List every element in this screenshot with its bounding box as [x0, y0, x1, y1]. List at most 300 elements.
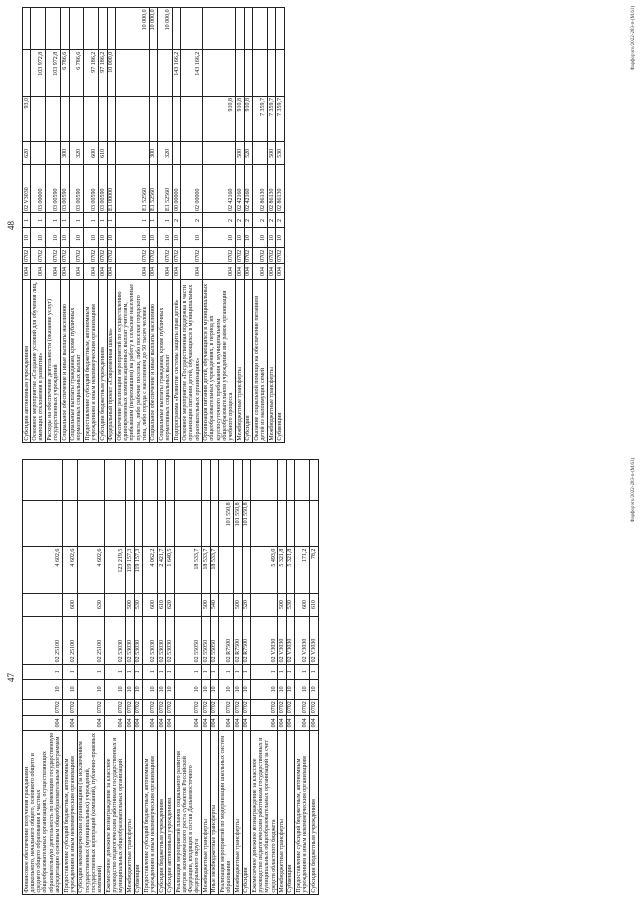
amount [310, 500, 318, 546]
table-row [62, 460, 77, 895]
code-target: 02 86130 [253, 165, 268, 213]
code-expense-type [23, 593, 63, 616]
code-program: 10 [253, 228, 268, 248]
amount [126, 500, 134, 546]
budget-table [22, 459, 319, 895]
code-program: 10 [234, 679, 242, 699]
table-row [77, 460, 104, 895]
table-row [84, 8, 99, 443]
code-ministry: 004 [134, 715, 142, 731]
code-ministry: 004 [126, 715, 134, 731]
table-row [31, 8, 46, 443]
code-expense-type: 500 [267, 142, 275, 165]
code-subprogram: 1 [126, 664, 134, 679]
amount [99, 96, 107, 142]
amount [173, 96, 181, 142]
amount [116, 96, 150, 142]
row-name: Основное мероприятие «Государственная поддержка в части организации питания детей, обучающихся в муниципальных образовательных организациях» [181, 279, 202, 442]
table-row [202, 460, 210, 895]
code-program: 10 [210, 679, 218, 699]
code-target: 02 25100 [62, 616, 77, 664]
code-target: 02 V3030 [278, 616, 286, 664]
table-row [242, 460, 250, 895]
row-name: Субсидии [242, 731, 250, 895]
amount: 7 359,7 [267, 96, 275, 142]
amount [202, 50, 236, 96]
code-section: 0702 [243, 701, 250, 714]
code-target: 02 53030 [166, 616, 174, 664]
code-section: 0702 [268, 249, 275, 262]
code-subprogram: 1 [31, 213, 46, 228]
code-subprogram: 1 [46, 213, 61, 228]
amount [31, 96, 46, 142]
amount: 5 321,8 [286, 547, 294, 593]
amount: 101 550,8 [242, 500, 250, 546]
code-program: 10 [310, 679, 318, 699]
amount: 910,8 [236, 96, 244, 142]
code-ministry: 004 [173, 264, 181, 280]
row-name: Реализация мероприятий планов социального развития центров экономического роста субъектов Российской Федерации, входящих в состав Дальневосточного федерального округа [174, 731, 201, 895]
code-expense-type: 320 [158, 142, 173, 165]
code-expense-type: 610 [310, 593, 318, 616]
code-program: 10 [251, 679, 278, 699]
code-target: 02 V3030 [23, 165, 31, 213]
code-expense-type: 300 [61, 142, 69, 165]
amount: 7 359,7 [253, 96, 268, 142]
code-ministry: 004 [99, 264, 107, 280]
code-ministry: 004 [69, 264, 84, 280]
row-name: Социальное обеспечение и иные выплаты населению [61, 279, 69, 442]
amount: 10 000,0 [158, 8, 173, 50]
code-ministry: 004 [236, 264, 244, 280]
code-program: 10 [105, 679, 126, 699]
amount: 97 186,2 [84, 50, 99, 96]
code-ministry: 004 [158, 264, 173, 280]
table-row [69, 8, 84, 443]
amount [210, 460, 218, 501]
amount [181, 8, 202, 50]
amount [202, 500, 210, 546]
code-subprogram: 1 [210, 664, 218, 679]
code-expense-type [202, 142, 236, 165]
code-section: 0702 [277, 249, 284, 262]
row-name: Обеспечение реализации мероприятий по осуществлению единовременных компенсационных выплат учителям, прибывшим (переехавшим) на работу в сельские населенные пункты, либо рабочие поселки, либо поселки городского типа, либо города с населением до 50 тысяч человек [116, 279, 150, 442]
row-name: Субсидии некоммерческим организациям (за исключением государственных (муниципальных) учреждений, государственных корпораций (компаний), публично-правовых компаний) [77, 731, 104, 895]
table-row [23, 8, 31, 443]
amount [107, 96, 115, 142]
amount [173, 8, 181, 50]
code-program: 10 [286, 679, 294, 699]
row-name: Субсидии [244, 279, 252, 442]
row-name: Субвенции [276, 279, 284, 442]
budget-table-body [23, 460, 319, 895]
row-name: Социальное обеспечение и иные выплаты населению [149, 279, 157, 442]
page-footer: Фарфорэто/2022-283-п-(М.61) [631, 458, 636, 523]
amount [46, 96, 61, 142]
table-row [105, 460, 126, 895]
code-target: 03 00590 [61, 165, 69, 213]
code-program: 10 [219, 679, 234, 699]
code-expense-type: 520 [242, 593, 250, 616]
amount [23, 500, 63, 546]
table-row [181, 8, 202, 443]
budget-table [22, 7, 285, 443]
code-expense-type: 500 [234, 593, 242, 616]
amount [219, 547, 234, 593]
row-name: Межбюджетные трансферты [236, 279, 244, 442]
code-target: E1 52560 [158, 165, 173, 213]
code-target: 02 R7500 [219, 616, 234, 664]
row-name: Межбюджетные трансферты [126, 731, 134, 895]
row-name: Межбюджетные трансферты [267, 279, 275, 442]
table-row [149, 8, 157, 443]
code-subprogram: 1 [99, 213, 107, 228]
code-subprogram: 1 [219, 664, 234, 679]
code-ministry: 004 [23, 715, 63, 731]
row-name: Субсидии бюджетным учреждениям [99, 279, 107, 442]
amount [116, 50, 150, 96]
code-subprogram: 2 [181, 213, 202, 228]
table-row [295, 460, 310, 895]
code-program: 10 [23, 679, 63, 699]
code-target: 02 55050 [174, 616, 201, 664]
amount: 143 166,2 [173, 50, 181, 96]
amount: 97 186,2 [99, 50, 107, 96]
code-expense-type: 620 [166, 593, 174, 616]
code-expense-type [181, 142, 202, 165]
code-target: 02 55050 [202, 616, 210, 664]
row-name: Субсидии автономным учреждениям [166, 731, 174, 895]
code-section: 0702 [310, 701, 317, 714]
code-target: 02 R7500 [242, 616, 250, 664]
code-section: 0702 [173, 249, 180, 262]
code-ministry: 004 [295, 715, 310, 731]
code-section: 0702 [158, 701, 165, 714]
row-name: Оказание социальной помощи на обеспечение питанием детей из малоимущих семей [253, 279, 268, 442]
code-expense-type [174, 593, 201, 616]
code-expense-type: 320 [69, 142, 84, 165]
code-program: 10 [166, 679, 174, 699]
code-subprogram: 1 [149, 213, 157, 228]
code-ministry: 004 [84, 264, 99, 280]
code-target: 02 55050 [210, 616, 218, 664]
amount [23, 8, 31, 50]
row-name: Межбюджетные трансферты [234, 731, 242, 895]
code-ministry: 004 [242, 715, 250, 731]
table-row [219, 460, 234, 895]
code-program: 10 [181, 228, 202, 248]
code-ministry: 004 [46, 264, 61, 280]
amount [134, 500, 142, 546]
code-target: 03 00000 [31, 165, 46, 213]
code-section: 0702 [158, 248, 173, 264]
code-target: 03 00590 [99, 165, 107, 213]
amount: 2 421,7 [157, 547, 165, 593]
code-ministry: 004 [62, 715, 77, 731]
table-row [278, 460, 286, 895]
code-ministry: 004 [166, 715, 174, 731]
code-target: 02 53030 [157, 616, 165, 664]
table-row [174, 460, 201, 895]
table-row [46, 8, 61, 443]
code-target: E1 52560 [149, 165, 157, 213]
code-program: 10 [267, 228, 275, 248]
code-ministry: 004 [251, 715, 278, 731]
row-name: Организация питания детей, обучающихся в муниципальных общеобразовательных учреждениях, в период их круглосуточного пребывания в муниципальном общеобразовательном учреждении вне рамок организации учебного процесса [202, 279, 236, 442]
amount: 4 062,2 [143, 547, 158, 593]
code-section: 0702 [167, 701, 174, 714]
code-expense-type [219, 593, 234, 616]
amount [253, 8, 268, 50]
code-expense-type [107, 142, 115, 165]
code-target: 00 00000 [173, 165, 181, 213]
table-row [61, 8, 69, 443]
code-section: 0702 [211, 701, 218, 714]
amount [105, 500, 126, 546]
amount [244, 8, 252, 50]
amount [242, 460, 250, 501]
row-name: Социальные выплаты гражданам, кроме публичных нормативных социальных выплат [158, 279, 173, 442]
code-section: 0702 [278, 701, 285, 714]
code-target: 02 53030 [105, 616, 126, 664]
row-name: Финансовое обеспечение получения гражданами дошкольного, начального общего, основного общего и среднего общего образования в частных общеобразовательных организациях, осуществляющих образовательную деятельность по имеющим государственную аккредитацию основным общеобразовательным программам [23, 732, 62, 893]
code-ministry: 004 [157, 715, 165, 731]
code-subprogram: 1 [295, 664, 310, 679]
code-section: 0702 [219, 699, 234, 715]
code-subprogram: 1 [158, 213, 173, 228]
code-ministry: 004 [210, 715, 218, 731]
amount [276, 8, 284, 50]
code-expense-type: 630 [77, 593, 104, 616]
code-target: 02 86130 [267, 165, 275, 213]
amount: 10 000,0 [116, 8, 150, 50]
code-subprogram: 1 [23, 664, 63, 679]
code-target: 02 R7500 [234, 616, 242, 664]
code-program: 10 [77, 679, 104, 699]
table-row [107, 8, 115, 443]
code-subprogram: 2 [202, 213, 236, 228]
code-subprogram: 2 [267, 213, 275, 228]
code-section: 0702 [84, 248, 99, 264]
amount [149, 96, 157, 142]
code-subprogram: 1 [242, 664, 250, 679]
amount [77, 500, 104, 546]
code-expense-type: 600 [143, 593, 158, 616]
code-subprogram: 1 [286, 664, 294, 679]
code-program: 10 [276, 228, 284, 248]
code-target: 02 V3030 [310, 616, 318, 664]
amount [234, 460, 242, 501]
code-target: 02 25100 [23, 616, 63, 664]
code-expense-type: 610 [99, 142, 107, 165]
code-program: 10 [174, 679, 201, 699]
table-row [236, 8, 244, 443]
code-expense-type: 540 [210, 593, 218, 616]
table-row [244, 8, 252, 443]
code-subprogram: 1 [69, 213, 84, 228]
amount [105, 460, 126, 501]
code-section: 0702 [150, 249, 157, 262]
code-section: 0702 [287, 701, 294, 714]
code-section: 0702 [108, 249, 115, 262]
code-section: 0702 [253, 248, 268, 264]
amount [143, 460, 158, 501]
code-target: 02 86130 [276, 165, 284, 213]
code-subprogram: 2 [236, 213, 244, 228]
code-expense-type [105, 593, 126, 616]
amount [46, 8, 61, 50]
code-subprogram: 1 [143, 664, 158, 679]
amount: 143 166,2 [181, 50, 202, 96]
code-target: 02 42160 [244, 165, 252, 213]
amount [134, 460, 142, 501]
amount [166, 500, 174, 546]
code-ministry: 004 [234, 715, 242, 731]
code-section: 0702 [23, 249, 30, 262]
table-row [126, 460, 134, 895]
amount [143, 500, 158, 546]
amount [61, 96, 69, 142]
code-expense-type: 610 [157, 593, 165, 616]
code-ministry: 004 [310, 715, 318, 731]
amount [149, 50, 157, 96]
code-ministry: 004 [286, 715, 294, 731]
row-name: Предоставление субсидий бюджетным, автономным учреждениям и иным некоммерческим организациям [84, 279, 99, 442]
code-target: 03 00590 [46, 165, 61, 213]
table-row [234, 460, 242, 895]
code-subprogram: 1 [157, 664, 165, 679]
amount: 910,8 [202, 96, 236, 142]
row-name: Межбюджетные трансферты [278, 731, 286, 895]
amount [236, 8, 244, 50]
table-row [310, 460, 318, 895]
table-row [99, 8, 107, 443]
code-ministry: 004 [181, 264, 202, 280]
amount: 1 640,5 [166, 547, 174, 593]
code-ministry: 004 [267, 264, 275, 280]
amount [84, 96, 99, 142]
code-program: 10 [46, 228, 61, 248]
amount: 119 157,3 [134, 547, 142, 593]
amount [69, 8, 84, 50]
code-expense-type: 500 [278, 593, 286, 616]
table-row [276, 8, 284, 443]
amount [286, 460, 294, 501]
amount [267, 8, 275, 50]
code-program: 10 [99, 228, 107, 248]
code-program: 10 [31, 228, 46, 248]
code-target: 02 53030 [126, 616, 134, 664]
code-section: 0702 [202, 248, 236, 264]
code-program: 10 [134, 679, 142, 699]
amount [242, 547, 250, 593]
amount [31, 8, 46, 50]
table-row [134, 460, 142, 895]
code-subprogram: 1 [251, 664, 278, 679]
row-name: Субсидии бюджетным учреждениям [157, 731, 165, 895]
code-program: 10 [149, 228, 157, 248]
amount [276, 50, 284, 96]
row-name: Субсидии автономным учреждениям [23, 279, 31, 442]
amount [251, 460, 278, 501]
amount: 7 359,7 [276, 96, 284, 142]
code-subprogram: 1 [278, 664, 286, 679]
code-program: 10 [84, 228, 99, 248]
amount [69, 96, 84, 142]
code-section: 0702 [295, 699, 310, 715]
amount: 101 550,8 [219, 500, 234, 546]
table-row [143, 460, 158, 895]
code-target: 03 00590 [84, 165, 99, 213]
amount [158, 50, 173, 96]
code-target: 02 42160 [236, 165, 244, 213]
code-program: 10 [107, 228, 115, 248]
amount [295, 460, 310, 501]
amount: 103 972,8 [31, 50, 46, 96]
amount [234, 547, 242, 593]
code-target: 02 53030 [134, 616, 142, 664]
amount: 101 550,8 [234, 500, 242, 546]
row-name: Предоставление субсидий бюджетным, автономным учреждениям и иным некоммерческим организациям [295, 731, 310, 895]
amount [181, 96, 202, 142]
amount: 4 602,6 [23, 547, 63, 593]
amount [278, 460, 286, 501]
code-target: 02 V3030 [286, 616, 294, 664]
amount [210, 500, 218, 546]
code-subprogram: 1 [107, 213, 115, 228]
code-target: 02 42160 [202, 165, 236, 213]
amount: 123 219,5 [105, 547, 126, 593]
amount [62, 460, 77, 501]
table-row [158, 8, 173, 443]
row-name: Субвенции [286, 731, 294, 895]
code-section: 0702 [181, 248, 202, 264]
amount [267, 50, 275, 96]
amount [244, 50, 252, 96]
code-ministry: 004 [278, 715, 286, 731]
table-row [210, 460, 218, 895]
code-expense-type: 300 [149, 142, 157, 165]
code-target: E1 00000 [107, 165, 115, 213]
code-expense-type: 520 [244, 142, 252, 165]
amount: 103 972,8 [46, 50, 61, 96]
code-subprogram: 2 [253, 213, 268, 228]
amount [62, 500, 77, 546]
code-subprogram: 1 [61, 213, 69, 228]
code-subprogram: 2 [173, 213, 181, 228]
code-expense-type: 500 [236, 142, 244, 165]
amount [23, 460, 63, 501]
table-row [23, 460, 63, 895]
code-section: 0702 [135, 701, 142, 714]
code-section: 0702 [174, 699, 201, 715]
table-row [253, 8, 268, 443]
table-row [267, 8, 275, 443]
code-section: 0702 [69, 248, 84, 264]
row-name: Субвенции [134, 731, 142, 895]
code-expense-type [46, 142, 61, 165]
amount [157, 460, 165, 501]
amount: 18 533,7 [202, 547, 210, 593]
code-expense-type: 600 [62, 593, 77, 616]
amount: 171,2 [295, 547, 310, 593]
code-target: 02 00000 [181, 165, 202, 213]
code-ministry: 004 [253, 264, 268, 280]
code-subprogram: 1 [84, 213, 99, 228]
code-program: 10 [242, 679, 250, 699]
amount [107, 8, 115, 50]
code-expense-type [251, 593, 278, 616]
